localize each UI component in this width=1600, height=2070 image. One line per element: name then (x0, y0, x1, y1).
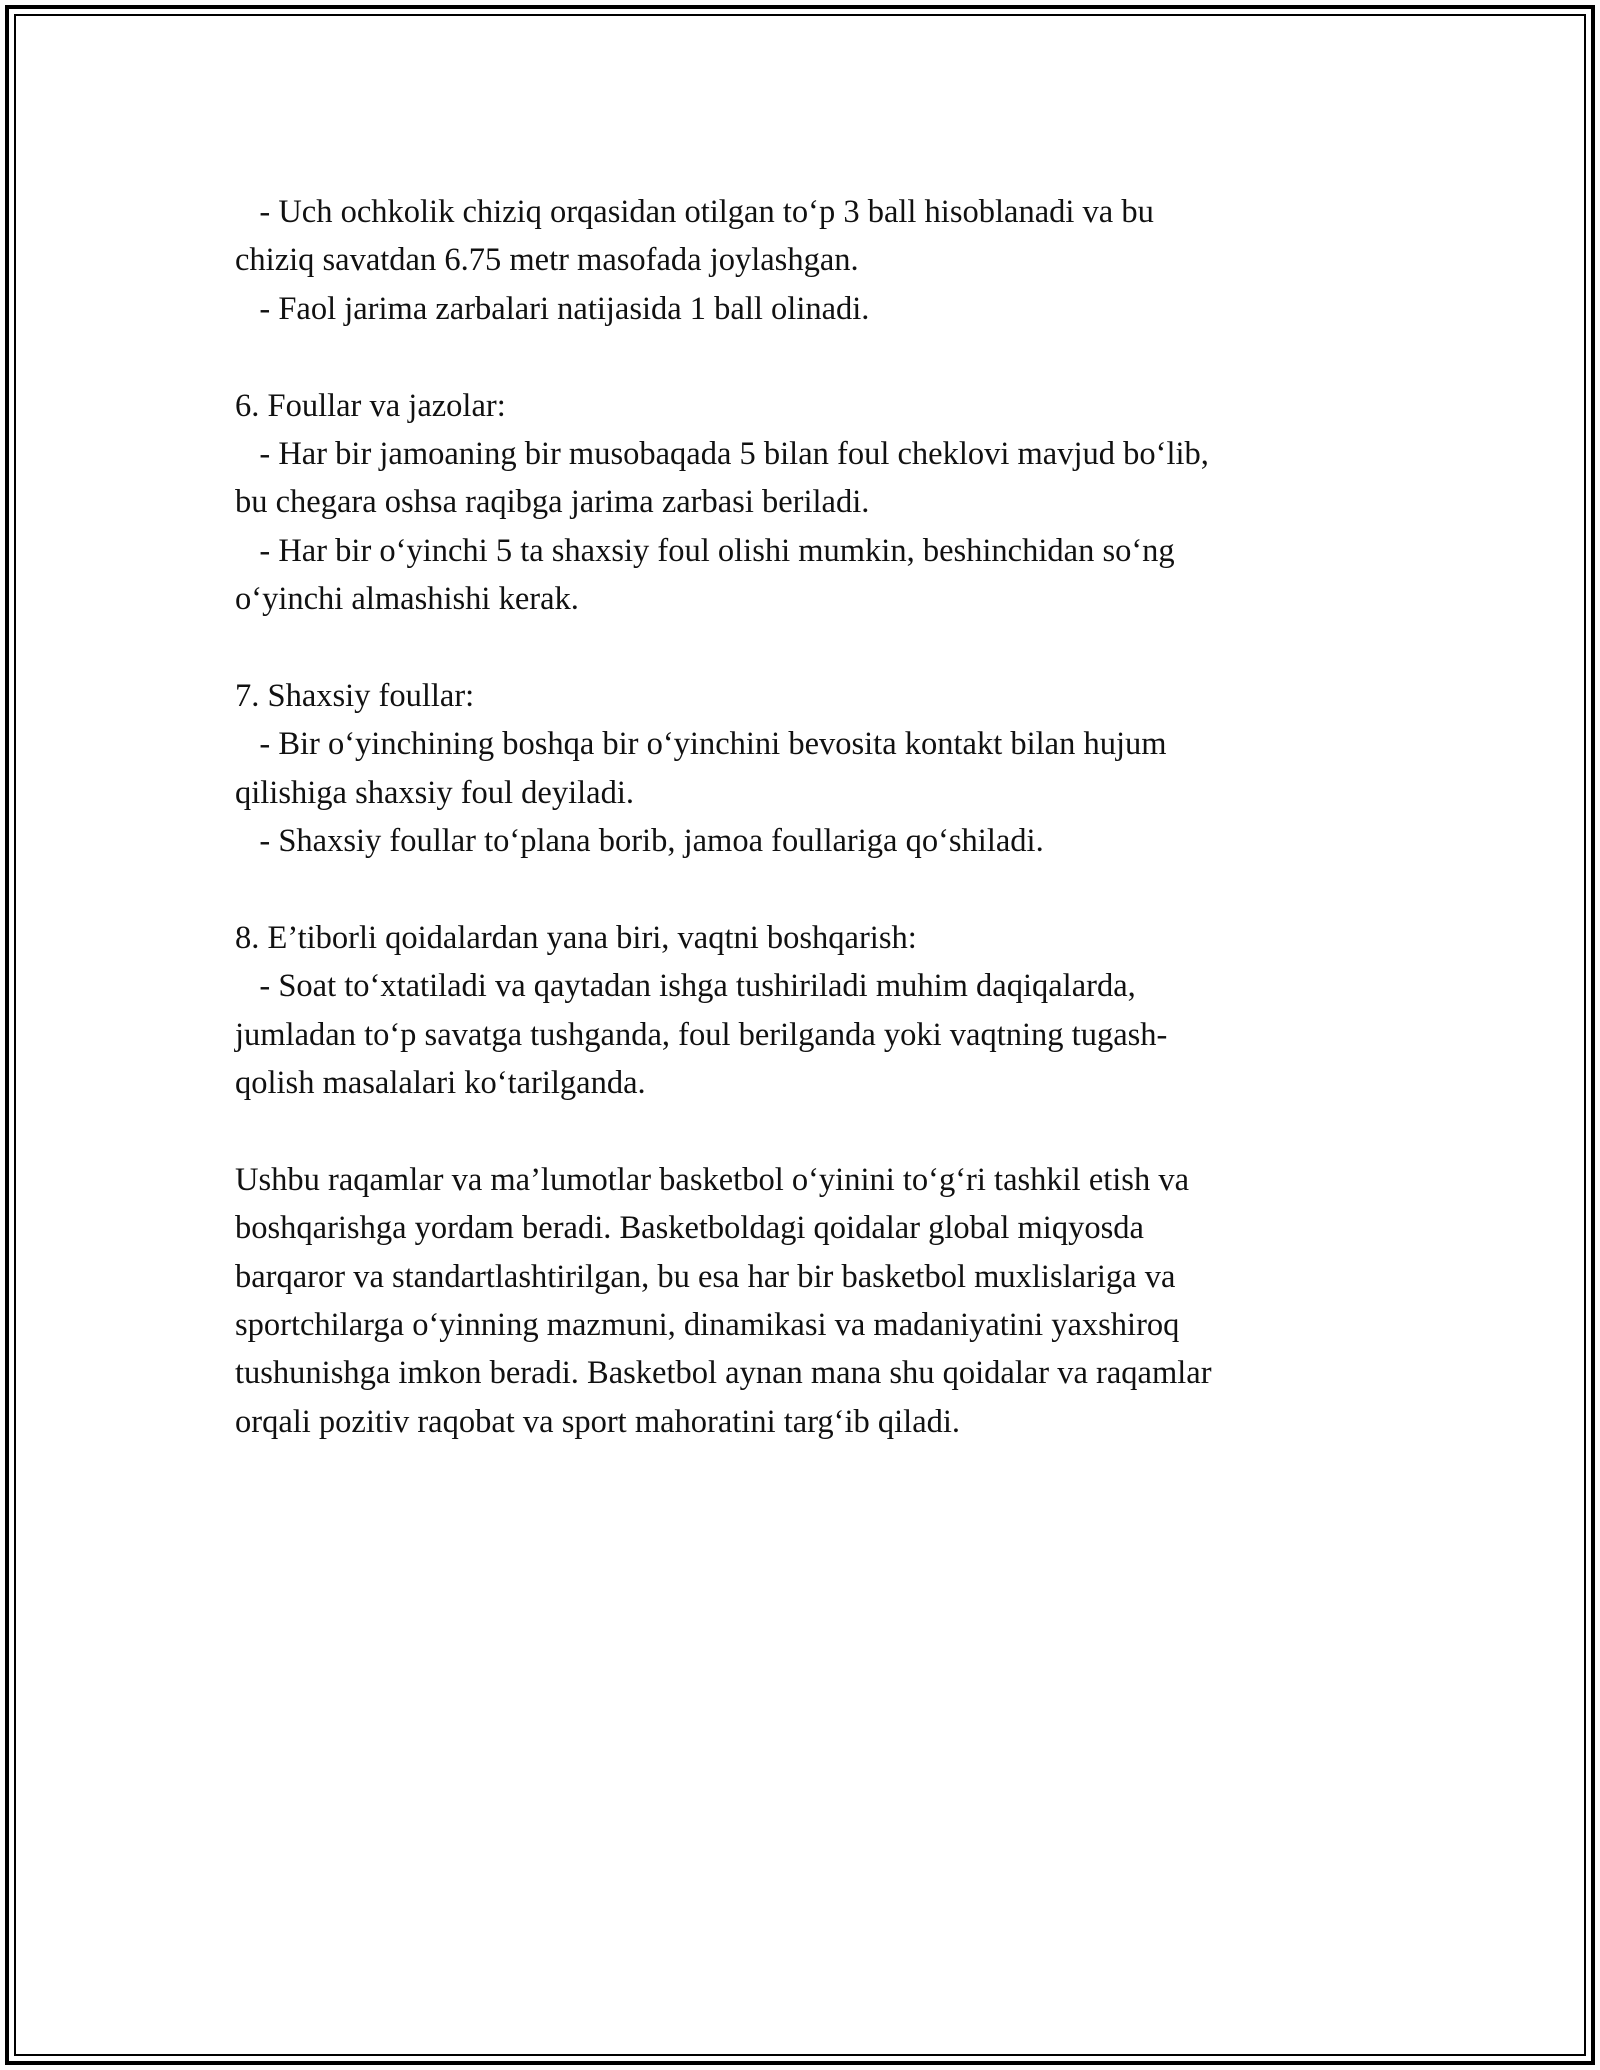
text-line: Ushbu raqamlar va ma’lumotlar basketbol o‘yinini to‘g‘ri tashkil etish va (235, 1161, 1190, 1198)
text-line: jumladan to‘p savatga tushganda, foul berilganda yoki vaqtning tugash- (235, 1016, 1168, 1053)
scoring-section (235, 188, 1365, 333)
text-line: barqaror va standartlashtirilgan, bu esa har bir basketbol muxlislariga va (235, 1258, 1176, 1295)
section-heading: 7. Shaxsiy foullar: (235, 677, 475, 714)
text-line: - Faol jarima zarbalari natijasida 1 ball olinadi. (235, 290, 870, 327)
text-line: bu chegara oshsa raqibga jarima zarbasi beriladi. (235, 484, 870, 521)
text-line: - Har bir jamoaning bir musobaqada 5 bilan foul cheklovi mavjud bo‘lib, (235, 435, 1209, 472)
conclusion-paragraph (235, 1156, 1365, 1446)
section-heading: 6. Foullar va jazolar: (235, 387, 506, 424)
text-line: o‘yinchi almashishi kerak. (235, 581, 579, 618)
document-body (235, 188, 1365, 1446)
section-7-personal-fouls (235, 672, 1365, 866)
text-line: - Bir o‘yinchining boshqa bir o‘yinchini bevosita kontakt bilan hujum (235, 726, 1167, 763)
paragraph-gap (235, 1107, 1365, 1155)
text-line: - Uch ochkolik chiziq orqasidan otilgan to‘p 3 ball hisoblanadi va bu (235, 194, 1154, 230)
section-heading: 8. E’tiborli qoidalardan yana biri, vaqtni boshqarish: (235, 919, 917, 956)
paragraph-gap (235, 333, 1365, 381)
text-line: chiziq savatdan 6.75 metr masofada joylashgan. (235, 242, 859, 279)
text-line: - Soat to‘xtatiladi va qaytadan ishga tushiriladi muhim daqiqalarda, (235, 968, 1136, 1005)
text-line: qolish masalalari ko‘tarilganda. (235, 1065, 646, 1102)
text-line: boshqarishga yordam beradi. Basketboldagi qoidalar global miqyosda (235, 1210, 1144, 1247)
paragraph-gap (235, 624, 1365, 672)
text-line: - Shaxsiy foullar to‘plana borib, jamoa foullariga qo‘shiladi. (235, 823, 1044, 860)
text-line: - Har bir o‘yinchi 5 ta shaxsiy foul olishi mumkin, beshinchidan so‘ng (235, 532, 1175, 569)
paragraph-gap (235, 865, 1365, 913)
section-8-time-management (235, 914, 1365, 1108)
text-line: sportchilarga o‘yinning mazmuni, dinamikasi va madaniyatini yaxshiroq (235, 1306, 1180, 1343)
section-6-fouls-and-penalties (235, 382, 1365, 624)
text-line: qilishiga shaxsiy foul deyiladi. (235, 774, 634, 811)
text-line: tushunishga imkon beradi. Basketbol aynan mana shu qoidalar va raqamlar (235, 1355, 1212, 1392)
text-line: orqali pozitiv raqobat va sport mahoratini targ‘ib qiladi. (235, 1403, 961, 1440)
